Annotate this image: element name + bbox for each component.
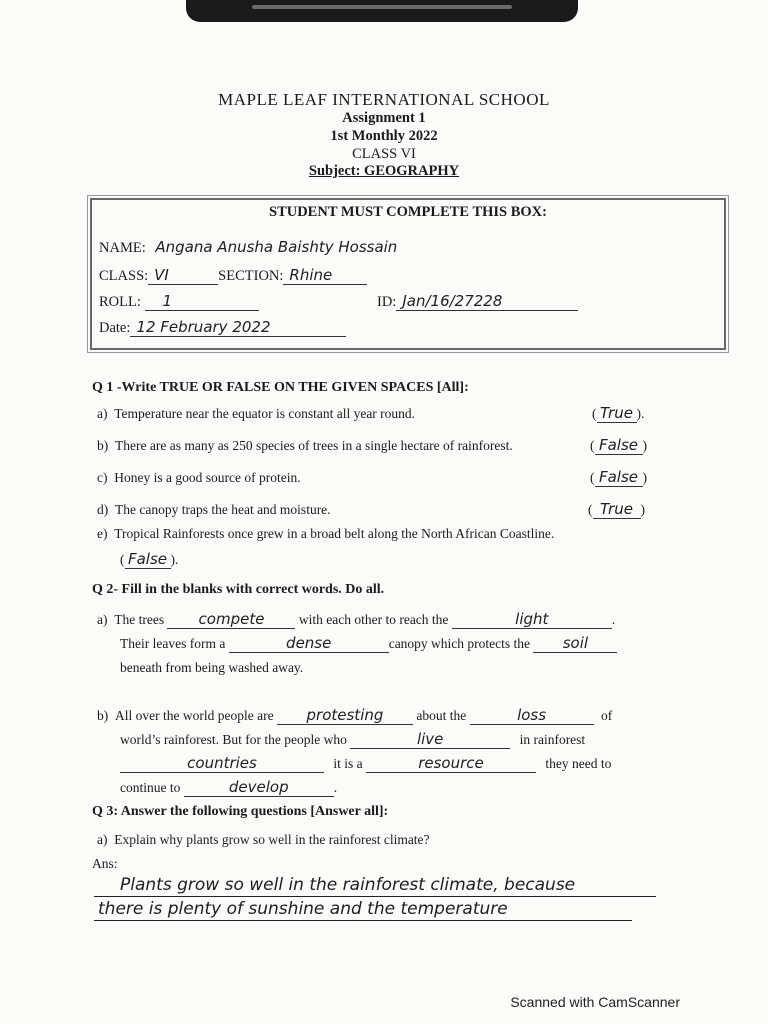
q1-e-answer: False xyxy=(125,550,171,569)
q1-d-answer-wrap: ( True ) xyxy=(588,500,645,518)
subject-title xyxy=(0,163,768,180)
q1-a-letter: a) xyxy=(97,406,108,421)
q1-d-letter: d) xyxy=(97,502,109,517)
q2-b-text6: it is a xyxy=(333,756,363,771)
q3-answer-line1: Plants grow so well in the rainforest climate, because xyxy=(94,874,656,897)
name-row xyxy=(99,238,398,257)
q2-b-letter: b) xyxy=(97,708,109,723)
q2-b-text5: in rainforest xyxy=(519,732,586,747)
student-info-box xyxy=(90,198,726,350)
q1-item-a xyxy=(97,406,415,422)
name-label: NAME: xyxy=(99,240,146,256)
q1-d-text: The canopy traps the heat and moisture. xyxy=(115,502,331,517)
q1-title: Q 1 -Write TRUE OR FALSE ON THE GIVEN SPACES [All]: xyxy=(92,380,469,395)
date-label: Date: xyxy=(99,320,131,336)
q2-b-blank2: loss xyxy=(470,706,594,725)
q1-e-text: Tropical Rainforests once grew in a broad belt along the North African Coastline. xyxy=(114,526,555,541)
q1-d-answer: True xyxy=(593,500,641,519)
q2-b-line1 xyxy=(97,704,612,728)
q1-b-letter: b) xyxy=(97,438,109,453)
q2-b-blank1: protesting xyxy=(277,706,413,725)
q2-a-text5: beneath from being washed away. xyxy=(120,660,304,675)
q3-a-question xyxy=(97,832,430,848)
q3-ans-label: Ans: xyxy=(92,856,118,871)
q1-item-b xyxy=(97,438,513,454)
id-value: Jan/16/27228 xyxy=(396,292,578,311)
q1-item-e xyxy=(97,526,554,542)
q1-c-answer-wrap: ( False ) xyxy=(590,468,647,486)
q1-a-answer: True xyxy=(597,404,637,423)
class-section-row xyxy=(99,266,367,285)
section-value: Rhine xyxy=(283,266,367,285)
date-value: 12 February 2022 xyxy=(130,318,346,337)
roll-row xyxy=(99,292,259,311)
roll-value: 1 xyxy=(145,292,259,311)
q2-b-line3 xyxy=(120,752,611,776)
q2-b-blank4: countries xyxy=(120,754,324,773)
q2-a-blank1: compete xyxy=(167,610,295,629)
camscanner-watermark: Scanned with CamScanner xyxy=(510,994,680,1010)
q2-a-text2: with each other to reach the xyxy=(298,612,449,627)
class-label: CLASS: xyxy=(99,268,149,284)
q2-a-text4: canopy which protects the xyxy=(388,636,531,651)
q1-c-answer: False xyxy=(595,468,643,487)
q2-b-text7: they need to xyxy=(545,756,612,771)
clipboard-clip xyxy=(186,0,578,22)
q2-b-text1: All over the world people are xyxy=(115,708,274,723)
q1-a-text: Temperature near the equator is constant all year round. xyxy=(114,406,416,421)
student-box-title: STUDENT MUST COMPLETE THIS BOX: xyxy=(269,204,547,220)
q3-title: Q 3: Answer the following questions [Answer all]: xyxy=(92,804,389,819)
section-label: SECTION: xyxy=(218,268,284,284)
q1-a-answer-wrap: ( True ). xyxy=(592,404,645,422)
q2-a-blank2: light xyxy=(452,610,612,629)
q2-a-blank3: dense xyxy=(229,634,389,653)
q1-b-answer-wrap: ( False ) xyxy=(590,436,647,454)
q1-item-c xyxy=(97,470,301,486)
q1-item-d xyxy=(97,502,331,518)
q1-c-letter: c) xyxy=(97,470,108,485)
q2-b-text2: about the xyxy=(416,708,467,723)
q2-a-text3: Their leaves form a xyxy=(120,636,226,651)
q2-b-text8: continue to xyxy=(120,780,181,795)
q2-a-blank4: soil xyxy=(533,634,617,653)
q3-a-text: Explain why plants grow so well in the rainforest climate? xyxy=(114,832,430,847)
class-title: CLASS VI xyxy=(352,146,416,162)
id-label: ID: xyxy=(377,294,397,310)
q1-b-text: There are as many as 250 species of trees in a single hectare of rainforest. xyxy=(115,438,513,453)
school-name: MAPLE LEAF INTERNATIONAL SCHOOL xyxy=(218,90,550,109)
id-row xyxy=(377,292,578,311)
name-value: Angana Anusha Baishty Hossain xyxy=(155,238,398,256)
date-row xyxy=(99,318,346,337)
q2-title: Q 2- Fill in the blanks with correct words. Do all. xyxy=(92,582,385,597)
q2-a-text1: The trees xyxy=(114,612,165,627)
q2-a-line2 xyxy=(120,632,617,656)
q3-answer-line2: there is plenty of sunshine and the temperature xyxy=(94,898,632,921)
q2-a-letter: a) xyxy=(97,612,108,627)
q1-e-letter: e) xyxy=(97,526,108,541)
class-value: VI xyxy=(148,266,218,285)
subject-text: Subject: GEOGRAPHY xyxy=(308,163,460,179)
q2-b-line2 xyxy=(120,728,585,752)
exam-title: 1st Monthly 2022 xyxy=(330,128,438,144)
q1-e-answer-wrap: ( False ). xyxy=(120,550,179,568)
q2-b-blank5: resource xyxy=(366,754,536,773)
roll-label: ROLL: xyxy=(99,294,141,310)
q2-a-line1: a) The trees compete with each other to reach the light . xyxy=(97,610,616,628)
q3-a-letter: a) xyxy=(97,832,108,847)
q2-b-text3: of xyxy=(600,708,613,723)
q2-b-blank6: develop xyxy=(184,778,334,797)
q1-c-text: Honey is a good source of protein. xyxy=(114,470,301,485)
q2-b-text4: world’s rainforest. But for the people who xyxy=(120,732,347,747)
q1-b-answer: False xyxy=(595,436,643,455)
q2-b-blank3: live xyxy=(350,730,510,749)
q2-b-line4: continue to develop . xyxy=(120,778,338,796)
assignment-title: Assignment 1 xyxy=(342,110,426,126)
